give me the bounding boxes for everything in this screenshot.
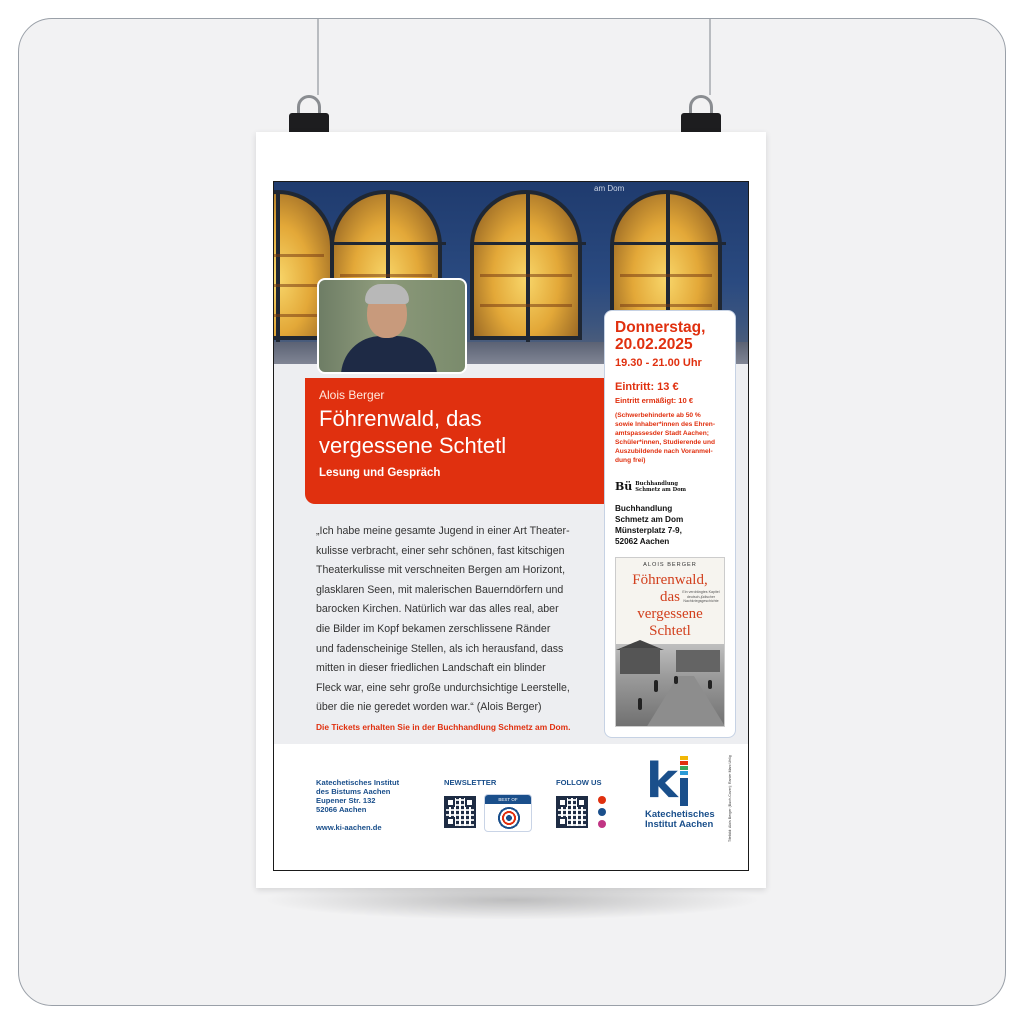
event-time: 19.30 - 21.00 Uhr (615, 357, 702, 369)
event-day: Donnerstag, (615, 319, 706, 336)
newsletter-label: NEWSLETTER (444, 778, 497, 787)
arch-window (470, 190, 582, 340)
venue-address: Buchhandlung Schmetz am Dom Münsterplatz 7-9, 52062 Aachen (615, 504, 684, 546)
free-entry-note: (Schwerbehinderte ab 50 % sowie Inhaber*innen des Ehren- amtspassesder Stadt Aachen; Schüler*innen, Studierende und Auszubildende nach Voranmel- dung frei) (615, 412, 716, 464)
author-portrait (317, 278, 467, 374)
facebook-icon[interactable] (598, 808, 606, 816)
best-of-badge: BEST OF (484, 794, 532, 832)
event-info-card (604, 310, 736, 738)
ki-logo-name: Katechetisches Institut Aachen (645, 809, 715, 830)
institute-url[interactable]: www.ki-aachen.de (316, 823, 382, 832)
entry-price: Eintritt: 13 € (615, 381, 679, 393)
bookshop-logo: Bü Buchhandlung Schmetz am Dom (615, 480, 687, 493)
book-title: Föhrenwald, das vergessene Schtetl (632, 572, 708, 639)
bookshop-logo-mark: Bü (615, 480, 633, 493)
author-quote: „Ich habe meine gesamte Jugend in einer Art Theater- kulisse verbracht, einer sehr schönen, fast kitschigen Theaterkulisse mit verschneiten Bergen am Horizont, glasklaren Seen, mit malerischen Bauerndörfern und barocken Kirchen. Natürlich war das alles real, aber die Bilder im Kopf bekamen zerschlissene Ränder und fadenscheinige Stellen, als ich herausfand, dass mitten in dieser friedlichen Landschaft ein blinder Fleck war, eine sehr große undurchsichtige Leerstelle, über die nie geredet worden war.“ (Alois Berger) (316, 525, 570, 714)
author-name: Alois Berger (319, 388, 385, 402)
event-subtitle: Lesung und Gespräch (319, 467, 441, 479)
poster-sheet (256, 132, 766, 888)
book-author: ALOIS BERGER (643, 562, 697, 568)
spiral-icon (495, 807, 523, 829)
poster-footer: Katechetisches Institut des Bistums Aachen Eupener Str. 132 52066 Aachen www.ki-aachen.de NEWSLETTER BEST OF FOLLOW US k Katechetisches Institut Aachen Titelbild: Alois Berger (Buch-Cover); Ranier Marc Uhlig (274, 744, 749, 871)
left-hanging-wire (317, 19, 319, 95)
social-qr-icon (556, 796, 588, 828)
event-title: Föhrenwald, das vergessene Schtetl (319, 406, 507, 458)
newsletter-qr-icon (444, 796, 476, 828)
poster (273, 181, 749, 871)
follow-us-label: FOLLOW US (556, 778, 602, 787)
tickets-note: Die Tickets erhalten Sie in der Buchhandlung Schmetz am Dom. (316, 722, 571, 732)
event-date: 20.02.2025 (615, 336, 693, 353)
right-hanging-wire (709, 19, 711, 95)
book-subtitle: Ein verdrängtes Kapitel deutsch-jüdischer Nachkriegsgeschichte (682, 590, 720, 603)
reduced-price: Eintritt ermäßigt: 10 € (615, 396, 694, 405)
title-box (305, 378, 605, 504)
institute-address: Katechetisches Institut des Bistums Aachen Eupener Str. 132 52066 Aachen (316, 778, 400, 814)
instagram-icon[interactable] (598, 820, 606, 828)
book-cover (615, 557, 725, 727)
youtube-icon[interactable] (598, 796, 606, 804)
image-credit: Titelbild: Alois Berger (Buch-Cover); Ranier Marc Uhlig (728, 755, 732, 842)
hero-sign: am Dom (594, 184, 625, 193)
